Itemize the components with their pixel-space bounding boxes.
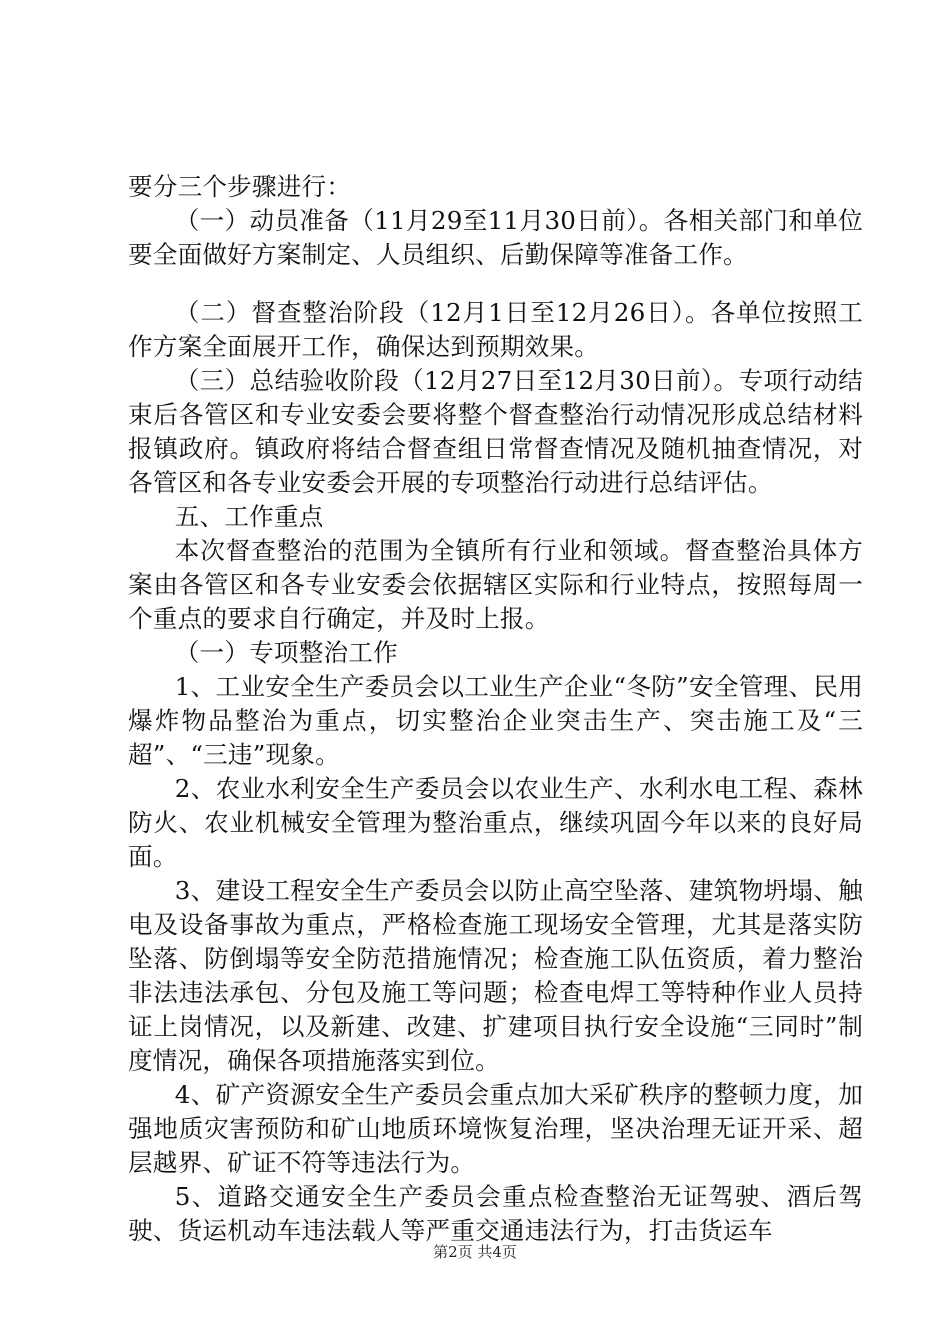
- paragraph-item-4: 4、矿产资源安全生产委员会重点加大采矿秩序的整顿力度，加强地质灾害预防和矿山地质环境恢复治理，坚决治理无证开采、超层越界、矿证不符等违法行为。: [128, 1080, 863, 1177]
- paragraph-item-2: 2、农业水利安全生产委员会以农业生产、水利水电工程、森林防火、农业机械安全管理为整治重点，继续巩固今年以来的良好局面。: [128, 774, 863, 871]
- paragraph-steps-intro: 要分三个步骤进行：: [128, 172, 352, 201]
- page-number-footer: 第2页 共4页: [433, 1243, 517, 1261]
- section-heading: 五、工作重点: [174, 502, 324, 531]
- paragraph-step-3: （三）总结验收阶段（12月27日至12月30日前）。专项行动结束后各管区和专业安委会要将整个督查整治行动情况形成总结材料报镇政府。镇政府将结合督查组日常督查情况及随机抽查情况，对各管区和各专业安委会开展的专项整治行动进行总结评估。: [128, 366, 863, 497]
- paragraph-item-1: 1、工业安全生产委员会以工业生产企业“冬防”安全管理、民用爆炸物品整治为重点，切实整治企业突击生产、突击施工及“三超”、“三违”现象。: [128, 672, 863, 769]
- paragraph-item-5: 5、道路交通安全生产委员会重点检查整治无证驾驶、酒后驾驶、货运机动车违法载人等严重交通违法行为，打击货运车: [128, 1182, 863, 1245]
- paragraph-step-2: （二）督查整治阶段（12月1日至12月26日）。各单位按照工作方案全面展开工作，确保达到预期效果。: [128, 298, 863, 361]
- subsection-heading: （一）专项整治工作: [174, 638, 398, 667]
- paragraph-item-3: 3、建设工程安全生产委员会以防止高空坠落、建筑物坍塌、触电及设备事故为重点，严格检查施工现场安全管理，尤其是落实防坠落、防倒塌等安全防范措施情况；检查施工队伍资质，着力整治非法违法承包、分包及施工等问题；检查电焊工等特种作业人员持证上岗情况，以及新建、改建、扩建项目执行安全设施“三同时”制度情况，确保各项措施落实到位。: [128, 876, 863, 1075]
- paragraph-scope: 本次督查整治的范围为全镇所有行业和领域。督查整治具体方案由各管区和各专业安委会依据辖区实际和行业特点，按照每周一个重点的要求自行确定，并及时上报。: [128, 536, 863, 633]
- document-body: [128, 170, 863, 1248]
- paragraph-step-1: （一）动员准备（11月29至11月30日前）。各相关部门和单位要全面做好方案制定、人员组织、后勤保障等准备工作。: [128, 206, 863, 269]
